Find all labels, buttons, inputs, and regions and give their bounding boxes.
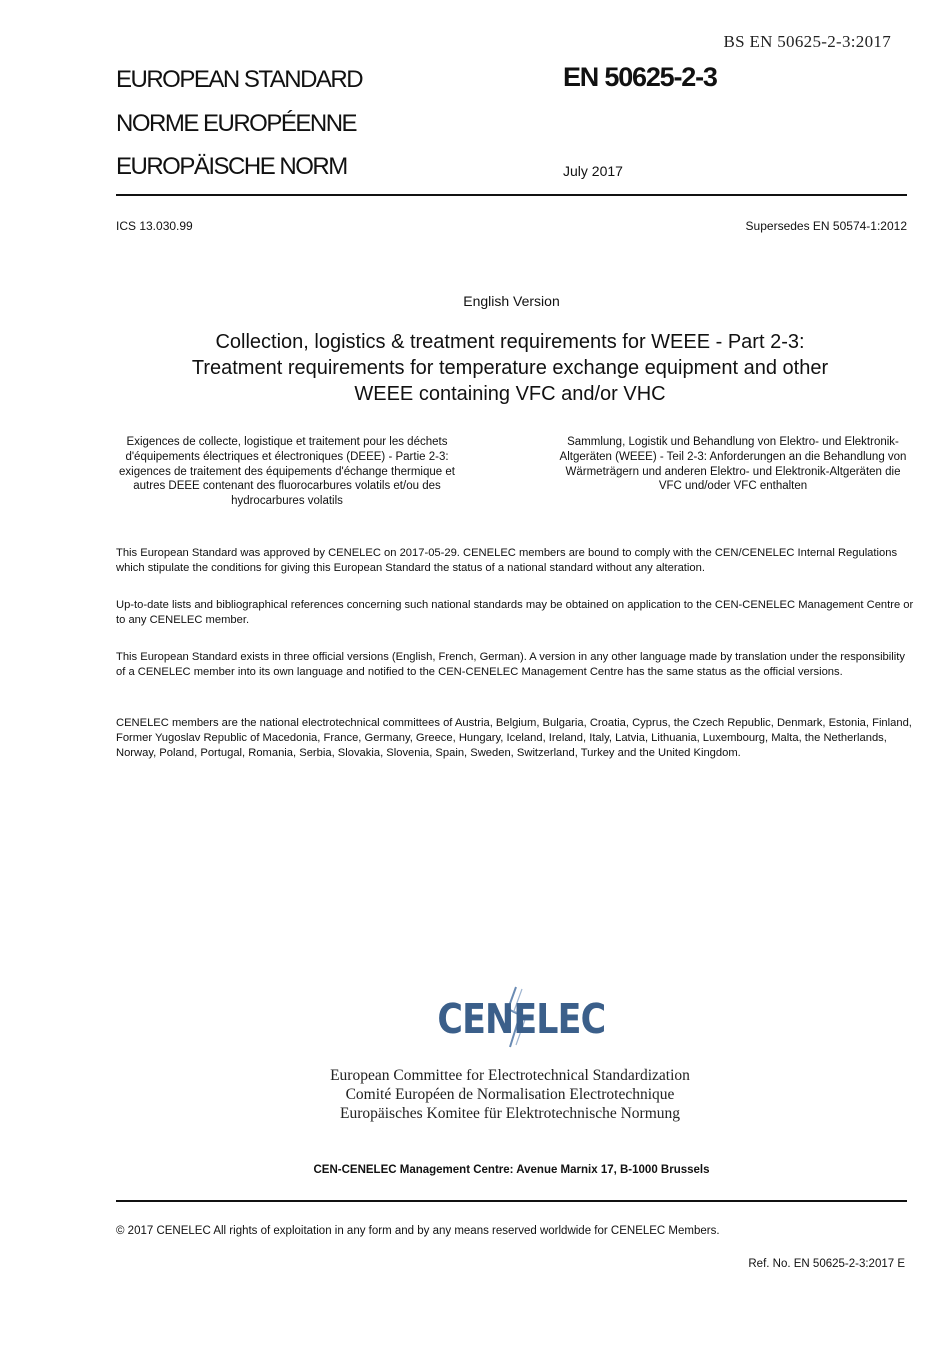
committee-name-de: Europäisches Komitee für Elektrotechnische Normung <box>339 1105 681 1122</box>
versions-text: This European Standard exists in three official versions (English, French, German). A version in any other language made by translation under the responsibility of a CENELEC member into its own language and notified to the CEN-CENELEC Management Centre has the same status as the official versions. <box>116 651 905 678</box>
committee-names <box>250 1066 770 1123</box>
references-paragraph <box>116 598 916 628</box>
reference-number: Ref. No. EN 50625-2-3:2017 E <box>748 1258 905 1270</box>
supersedes: Supersedes EN 50574-1:2012 <box>745 219 907 233</box>
standard-name-fr: NORME EUROPÉENNE <box>116 110 357 137</box>
title-french: Exigences de collecte, logistique et traitement pour les déchets d'équipements électriques et électroniques (DEEE) - Partie 2-3: exigences de traitement des équipements d'échange thermique et autres DEEE contenant des fluorocarbures volatils et/ou des hydrocarbures volatils <box>119 436 455 508</box>
committee-name-en: European Committee for Electrotechnical Standardization <box>330 1067 690 1084</box>
members-paragraph <box>116 716 916 761</box>
footer-divider <box>116 1200 907 1202</box>
references-text: Up-to-date lists and bibliographical references concerning such national standards may be obtained on application to the CEN-CENELEC Management Centre or to any CENELEC member. <box>116 599 914 626</box>
members-text: CENELEC members are the national electrotechnical committees of Austria, Belgium, Bulgaria, Croatia, Cyprus, the Czech Republic, Denmark, Estonia, Finland, Former Yugoslav Republic of Macedonia, France, Germany, Greece, Hungary, Iceland, Ireland, Italy, Latvia, Lithuania, Luxembourg, Malta, the Netherlands, Norway, Poland, Portugal, Romania, Serbia, Slovakia, Slovenia, Spain, Sweden, Switzerland, Turkey and the United Kingdom. <box>116 717 912 759</box>
logo-text: CENELEC <box>437 995 606 1043</box>
header-divider <box>116 194 907 196</box>
language-version: English Version <box>463 293 560 309</box>
title-german: Sammlung, Logistik und Behandlung von Elektro- und Elektronik-Altgeräten (WEEE) - Teil 2-3: Anforderungen an die Behandlung von Wärmeträgern und anderen Elektro- und Elektronik-Altgeräten die VFC und/oder VFC enthalten <box>559 436 907 493</box>
publication-date: July 2017 <box>563 163 623 179</box>
management-centre: CEN-CENELEC Management Centre: Avenue Marnix 17, B-1000 Brussels <box>313 1164 710 1176</box>
copyright: © 2017 CENELEC All rights of exploitation in any form and by any means reserved worldwide for CENELEC Members. <box>116 1225 720 1237</box>
versions-paragraph <box>116 650 916 680</box>
approval-paragraph <box>116 546 916 576</box>
standard-name-en: EUROPEAN STANDARD <box>116 66 363 93</box>
document-title: Collection, logistics & treatment requirements for WEEE - Part 2-3: Treatment requirements for temperature exchange equipment and other WEEE containing VFC and/or VHC <box>191 331 829 405</box>
standard-name-de: EUROPÄISCHE NORM <box>116 153 347 180</box>
approval-text: This European Standard was approved by CENELEC on 2017-05-29. CENELEC members are bound to comply with the CEN/CENELEC Internal Regulations which stipulate the conditions for giving this European Standard the status of a national standard without any alteration. <box>116 547 898 574</box>
ics-code: ICS 13.030.99 <box>116 219 193 233</box>
committee-name-fr: Comité Européen de Normalisation Electrotechnique <box>345 1086 675 1103</box>
standard-number: EN 50625-2-3 <box>563 62 717 92</box>
header-reference: BS EN 50625-2-3:2017 <box>723 32 891 51</box>
cenelec-logo <box>424 985 606 1050</box>
